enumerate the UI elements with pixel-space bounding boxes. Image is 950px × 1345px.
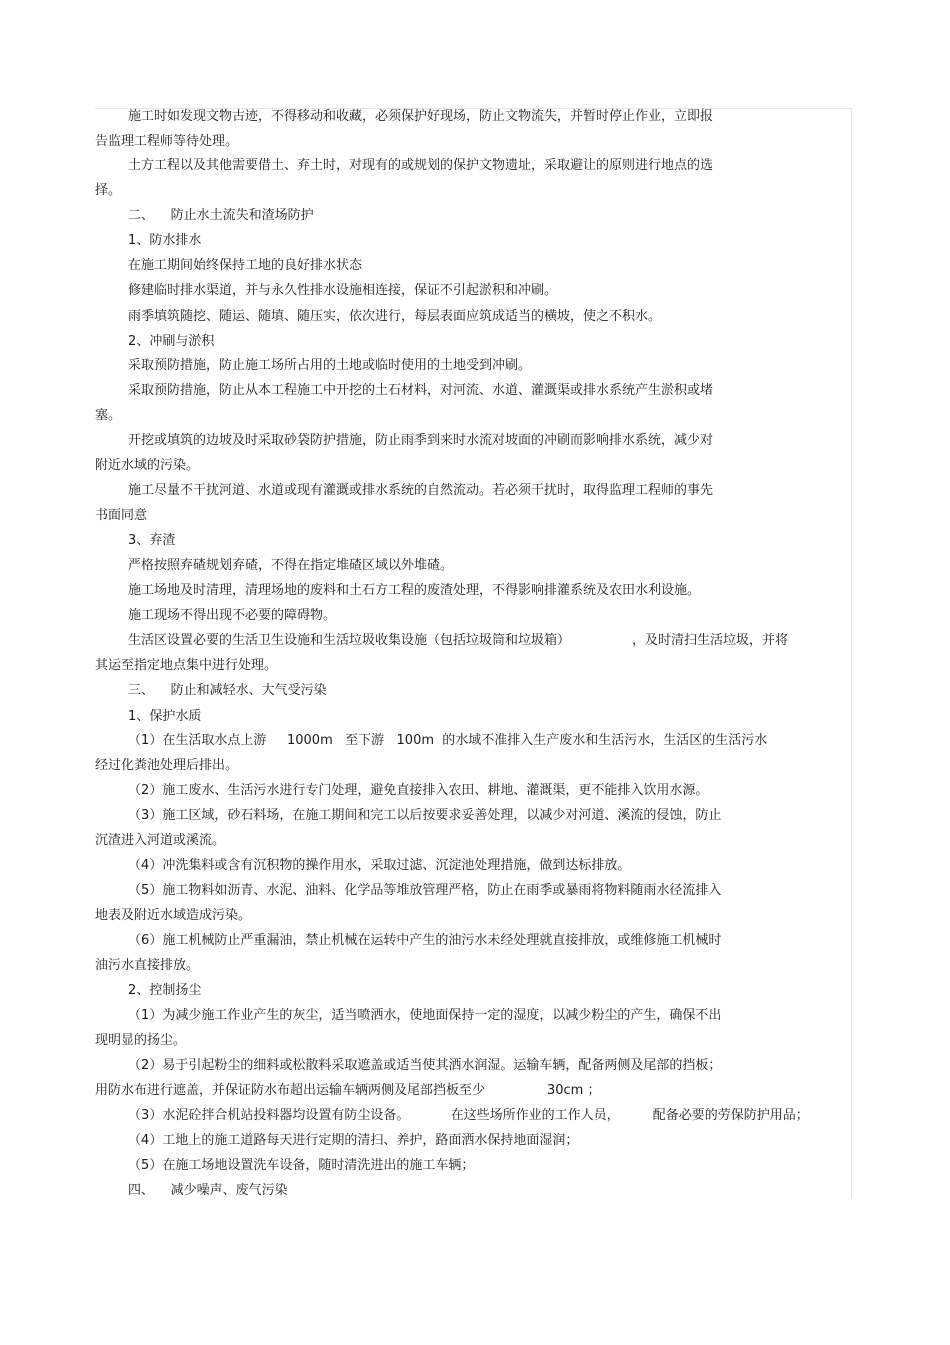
text-line: （5）施工物料如沥青、水泥、油料、化学品等堆放管理严格，防止在雨季或暴雨将物料随雨水径流排入 [95,883,722,898]
text-line: 塞。 [95,408,122,423]
text-line: 经过化粪池处理后排出。 [95,758,239,773]
text-line: 三、 防止和减轻水、大气受污染 [95,683,327,698]
text-line: 采取预防措施，防止施工场所占用的土地或临时使用的土地受到冲刷。 [95,358,532,373]
text-line: 土方工程以及其他需要借土、弃土时，对现有的或规划的保护文物遗址，采取避让的原则进行地点的选 [95,158,714,173]
text-line: 3、弃渣 [95,533,176,548]
text-line: 开挖或填筑的边坡及时采取砂袋防护措施，防止雨季到来时水流对坡面的冲刷而影响排水系统，减少对 [95,433,714,448]
text-line: （2）易于引起粉尘的细料或松散料采取遮盖或适当使其洒水润湿。运输车辆，配备两侧及尾部的挡板； [95,1058,722,1073]
text-line: 生活区设置必要的生活卫生设施和生活垃圾收集设施（包括垃圾筒和垃圾箱） ，及时清扫生活垃圾，并将 [95,633,789,648]
text-line: 2、控制扬尘 [95,983,202,998]
text-line: 其运至指定地点集中进行处理。 [95,658,278,673]
text-line: （5）在施工场地设置洗车设备，随时清洗进出的施工车辆； [95,1158,475,1173]
page-border-right [851,108,852,1198]
text-line: 沉渣进入河道或溪流。 [95,833,226,848]
text-line: 油污水直接排放。 [95,958,200,973]
text-line: 施工场地及时清理，清理场地的废料和土石方工程的废渣处理，不得影响排灌系统及农田水利设施。 [95,583,701,598]
text-line: 雨季填筑随挖、随运、随填、随压实，依次进行，每层表面应筑成适当的横坡，使之不积水。 [95,309,662,324]
text-line: （2）施工废水、生活污水进行专门处理，避免直接排入农田、耕地、灌溉渠，更不能排入饮用水源。 [95,783,709,798]
text-line: （6）施工机械防止严重漏油，禁止机械在运转中产生的油污水未经处理就直接排放，或维修施工机械时 [95,933,722,948]
text-line: 现明显的扬尘。 [95,1033,187,1048]
text-line: 在施工期间始终保持工地的良好排水状态 [95,258,363,273]
text-line: 告监理工程师等待处理。 [95,134,239,149]
text-line: （4）工地上的施工道路每天进行定期的清扫、养护，路面洒水保持地面湿润； [95,1133,579,1148]
text-line: 地表及附近水域造成污染。 [95,908,252,923]
text-line: 用防水布进行遮盖，并保证防水布超出运输车辆两侧及尾部挡板至少 30cm ； [95,1083,601,1098]
text-line: 1、防水排水 [95,233,202,248]
text-line: （3）水泥砼拌合机站投料器均设置有防尘设备。 在这些场所作业的工作人员， 配备必要的劳保防护用品； [95,1108,809,1123]
text-line: 1、保护水质 [95,709,202,724]
text-line: （1）在生活取水点上游 1000m 至下游 100m 的水域不准排入生产废水和生活污水，生活区的生活污水 [95,733,768,748]
text-line: 附近水域的污染。 [95,458,200,473]
text-line: （4）冲洗集料或含有沉积物的操作用水，采取过滤、沉淀池处理措施，做到达标排放。 [95,858,631,873]
text-line: 2、冲刷与淤积 [95,334,215,349]
text-line: 修建临时排水渠道，并与永久性排水设施相连接，保证不引起淤积和冲刷。 [95,283,558,298]
text-line: （1）为减少施工作业产生的灰尘，适当喷洒水，使地面保持一定的湿度，以减少粉尘的产生，确保不出 [95,1008,722,1023]
text-line: 择。 [95,183,122,198]
text-line: （3）施工区域，砂石料场，在施工期间和完工以后按要求妥善处理，以减少对河道、溪流的侵蚀，防止 [95,808,722,823]
text-line: 施工现场不得出现不必要的障碍物。 [95,608,337,623]
text-line: 严格按照弃碴规划弃碴，不得在指定堆碴区域以外堆碴。 [95,558,454,573]
text-line: 施工尽量不干扰河道、水道或现有灌溉或排水系统的自然流动。若必须干扰时，取得监理工程师的事先 [95,483,714,498]
text-line: 二、 防止水土流失和渣场防护 [95,208,314,223]
text-line: 书面同意 [95,508,148,523]
text-line: 施工时如发现文物古迹，不得移动和收藏，必须保护好现场，防止文物流失，并暂时停止作业，立即报 [95,109,714,124]
text-line: 四、 减少噪声、废气污染 [95,1183,288,1198]
text-line: 采取预防措施，防止从本工程施工中开挖的土石材料，对河流、水道、灌溉渠或排水系统产生淤积或堵 [95,383,714,398]
